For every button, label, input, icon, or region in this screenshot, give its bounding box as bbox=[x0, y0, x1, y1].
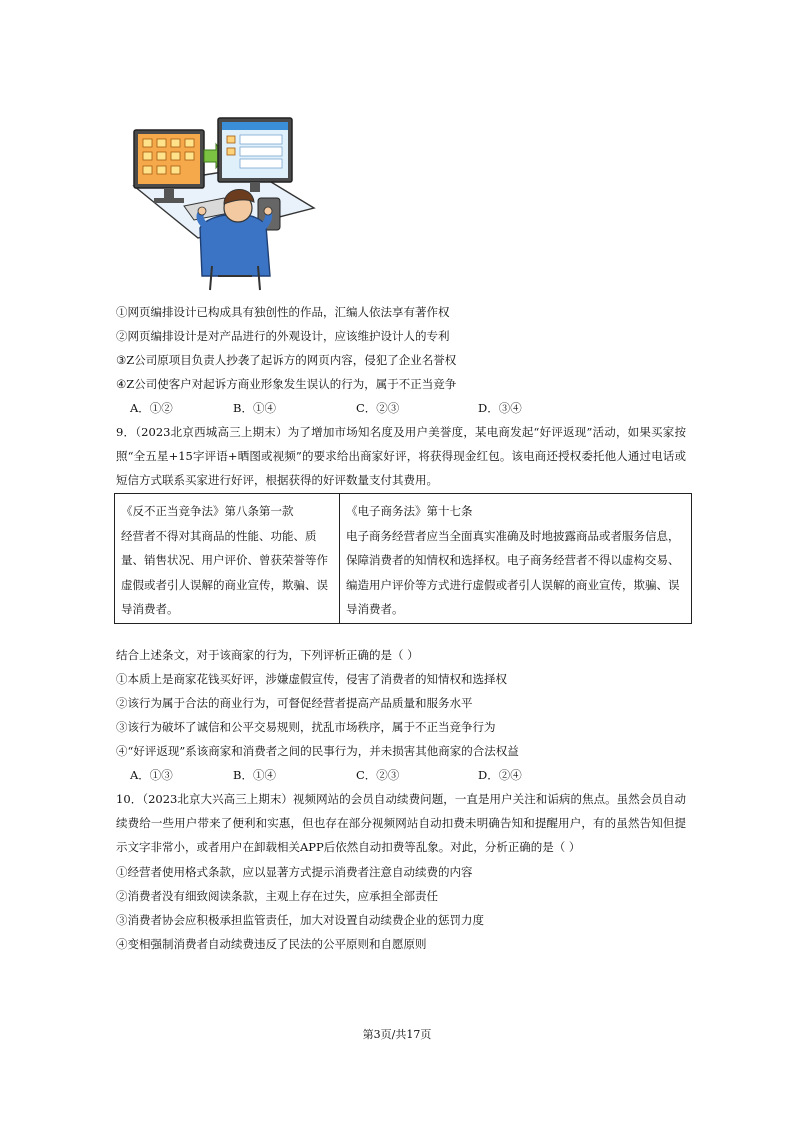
q8-statement-3: ③Z公司原项目负责人抄袭了起诉方的网页内容，侵犯了企业名誉权 bbox=[116, 353, 457, 367]
q9-option-a: A．①③ bbox=[130, 768, 173, 782]
q8-option-c: C．②③ bbox=[356, 401, 400, 415]
law-body-right: 电子商务经营者应当全面真实准确及时地披露商品或者服务信息，保障消费者的知情权和选择权。电子商务经营者不得以虚构交易、编造用户评价等方式进行虚假或者引人误解的商业宣传，欺骗、误导消费者。 bbox=[346, 528, 680, 616]
q9-option-c: C．②③ bbox=[356, 768, 400, 782]
law-body-left: 经营者不得对其商品的性能、功能、质量、销售状况、用户评价、曾获荣誉等作虚假或者引人误解的商业宣传，欺骗、误导消费者。 bbox=[121, 528, 328, 616]
q8-statement-2: ②网页编排设计是对产品进行的外观设计，应该维护设计人的专利 bbox=[116, 329, 450, 343]
page-number: 第3页/共17页 bbox=[362, 1028, 432, 1041]
law-cell-anti-unfair-competition bbox=[115, 494, 340, 623]
q8-option-d: D．③④ bbox=[478, 401, 522, 415]
q9-stem: 9．（2023北京西城高三上期末）为了增加市场知名度及用户美誉度，某电商发起“好评返现”活动，如果买家按照“全五星+15字评语+晒图或视频”的要求给出商家好评，将获得现金红包。该电商还授权委托他人通过电话或短信方式联系买家进行好评，根据获得的好评数量支付其费用。 bbox=[116, 425, 686, 487]
q10-statement-2: ②消费者没有细致阅读条款，主观上存在过失，应承担全部责任 bbox=[116, 889, 438, 903]
computer-user-illustration bbox=[128, 116, 316, 292]
q8-statement-4: ④Z公司使客户对起诉方商业形象发生误认的行为，属于不正当竞争 bbox=[116, 377, 457, 391]
q9-option-d: D．②④ bbox=[478, 768, 522, 782]
law-title-left: 《反不正当竞争法》第八条第一款 bbox=[121, 504, 294, 518]
q10-statement-3: ③消费者协会应积极承担监管责任，加大对设置自动续费企业的惩罚力度 bbox=[116, 913, 484, 927]
q9-statement-4: ④“好评返现”系该商家和消费者之间的民事行为，并未损害其他商家的合法权益 bbox=[116, 744, 519, 758]
q9-option-b: B．①④ bbox=[233, 768, 276, 782]
law-cell-e-commerce bbox=[340, 494, 691, 623]
q9-statement-1: ①本质上是商家花钱买好评，涉嫌虚假宣传，侵害了消费者的知情权和选择权 bbox=[116, 672, 507, 686]
q9-question: 结合上述条文，对于该商家的行为，下列评析正确的是（ ） bbox=[116, 648, 419, 662]
q10-statement-1: ①经营者使用格式条款，应以显著方式提示消费者注意自动续费的内容 bbox=[116, 865, 473, 879]
q8-statement-1: ①网页编排设计已构成具有独创性的作品，汇编人依法享有著作权 bbox=[116, 305, 450, 319]
law-table bbox=[114, 493, 692, 624]
q10-stem: 10．（2023北京大兴高三上期末）视频网站的会员自动续费问题，一直是用户关注和诟病的焦点。虽然会员自动续费给一些用户带来了便利和实惠，但也存在部分视频网站自动扣费未明确告知和提醒用户，有的虽然告知但提示文字非常小，或者用户在卸载相关APP后依然自动扣费等乱象。对此，分析正确的是（ ） bbox=[116, 792, 686, 854]
q8-option-b: B．①④ bbox=[233, 401, 276, 415]
law-title-right: 《电子商务法》第十七条 bbox=[346, 504, 473, 518]
q9-statement-3: ③该行为破坏了诚信和公平交易规则，扰乱市场秩序，属于不正当竞争行为 bbox=[116, 720, 496, 734]
q8-option-a: A．①② bbox=[130, 401, 173, 415]
q9-statement-2: ②该行为属于合法的商业行为，可督促经营者提高产品质量和服务水平 bbox=[116, 696, 473, 710]
q10-statement-4: ④变相强制消费者自动续费违反了民法的公平原则和自愿原则 bbox=[116, 937, 427, 951]
